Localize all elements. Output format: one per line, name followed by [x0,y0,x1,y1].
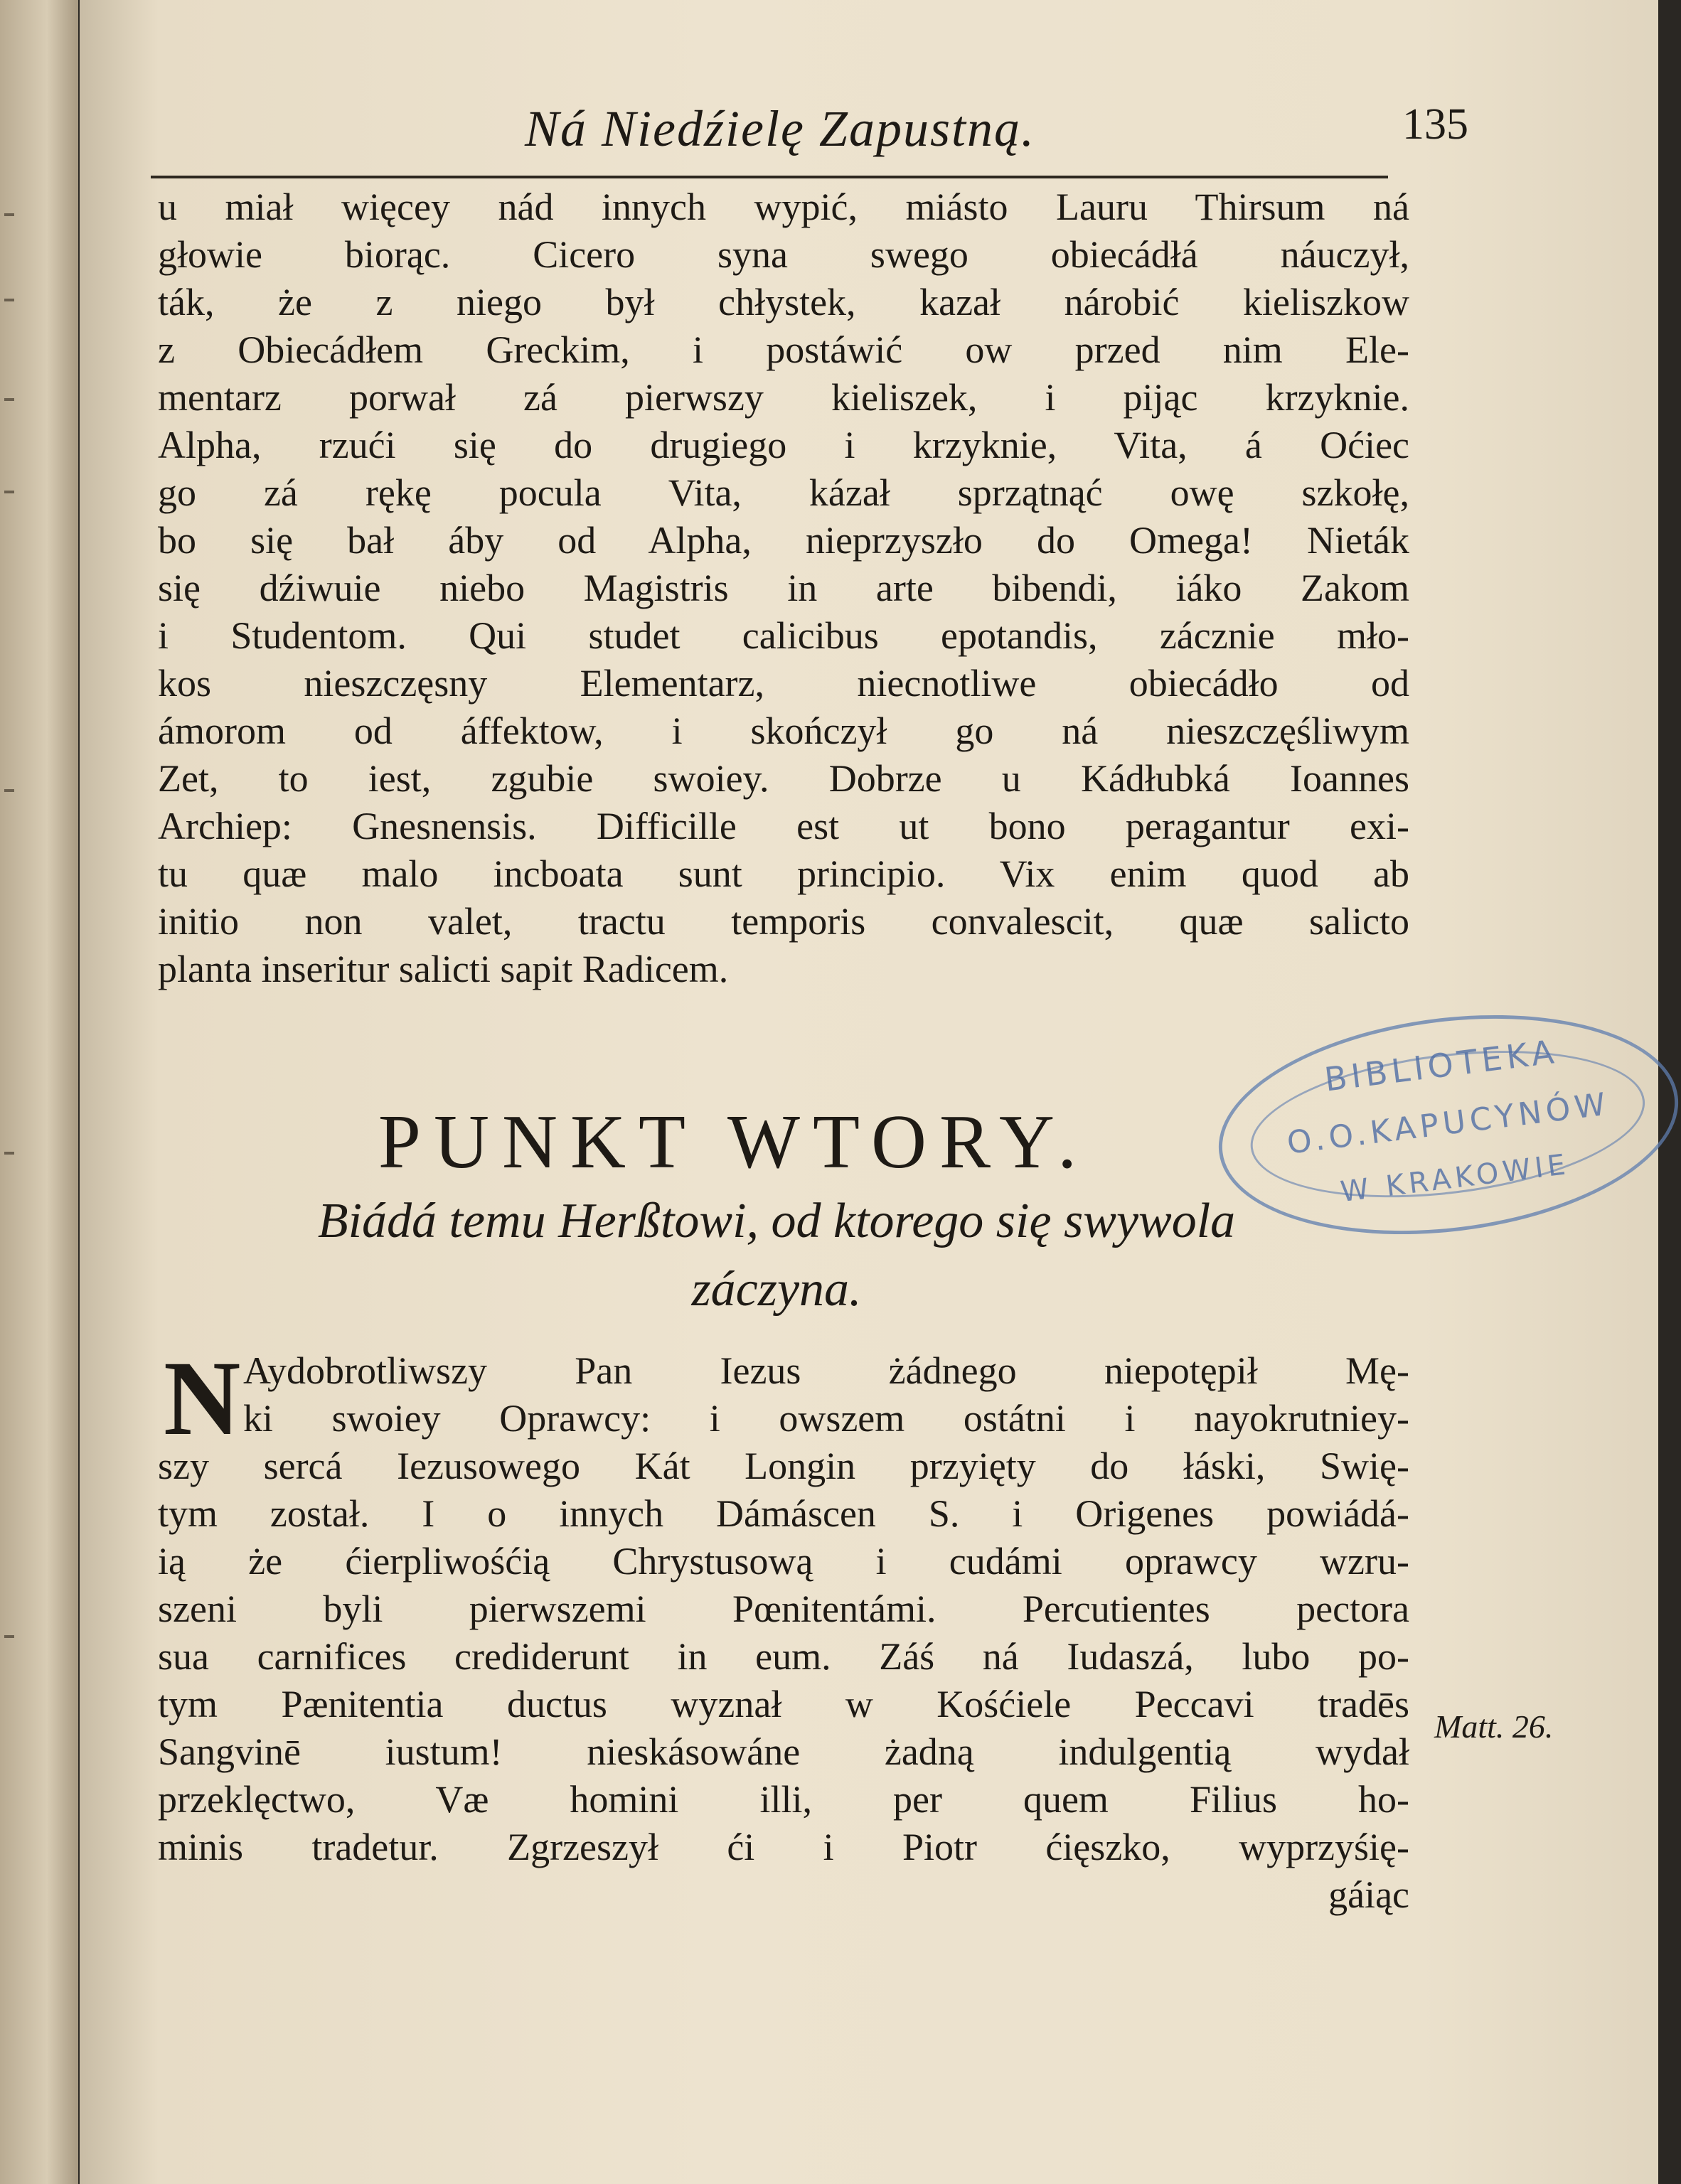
text-line: głowie biorąc. Cicero syna swego obiecádłá náuczył, [158,233,1409,276]
text-line: szeni byli pierwszemi Pœnitentámi. Percutientes pectora [158,1588,1409,1630]
margin-mark [4,789,14,792]
text-line: ámorom od áffektow, i skończył go ná nieszczęśliwym [158,710,1409,752]
text-line: tu quæ malo incboata sunt principio. Vix enim quod ab [158,852,1409,895]
text-line: ki swoiey Oprawcy: i owszem ostátni i nayokrutniey- [243,1397,1409,1440]
section-subtitle [158,1187,1395,1324]
text-line: minis tradetur. Zgrzeszył ći i Piotr ćięszko, wyprzyśię- [158,1826,1409,1868]
text-line: ią że ćierpliwośćią Chrystusową i cudámi oprawcy wzru- [158,1540,1409,1583]
page-number: 135 [1402,100,1468,149]
header-rule [151,176,1388,178]
subtitle-line: Biádá temu Herßtowi, od ktorego się swywola [317,1194,1236,1248]
stamp-text: O.O.KAPUCYNÓW [1285,1086,1612,1162]
margin-mark [4,398,14,401]
book-page [80,0,1658,2184]
paragraph-body-block [158,1442,1409,1919]
margin-mark [4,213,14,216]
text-line: Zet, to iest, zgubie swoiey. Dobrze u Kádłubká Ioannes [158,757,1409,800]
margin-mark [4,1152,14,1155]
running-title: Ná Niedźielę Zapustną. [524,100,1035,157]
stamp-text: BIBLIOTEKA [1322,1032,1560,1099]
subtitle-line: záczyna. [691,1262,862,1317]
text-line: z Obiecádłem Greckim, i postáwić ow przed nim Ele- [158,328,1409,371]
text-line: u miał więcey nád innych wypić, miásto Lauru Thirsum ná [158,186,1409,228]
text-line: tym został. I o innych Dámáscen S. i Origenes powiádá- [158,1492,1409,1535]
text-line: Archiep: Gnesnensis. Difficille est ut bono peragantur exi- [158,805,1409,847]
text-line: i Studentom. Qui studet calicibus epotandis, zácznie mło- [158,614,1409,657]
section-title: PUNKT WTORY. [378,1100,1090,1184]
text-line: Sangvinē iustum! nieskásowáne żadną indulgentią wydał [158,1730,1409,1773]
text-line: ták, że z niego był chłystek, kazał nárobić kieliszkow [158,281,1409,323]
text-line: initio non valet, tractu temporis convalescit, quæ salicto [158,900,1409,943]
text-line: Alpha, rzući się do drugiego i krzyknie, Vita, á Oćiec [158,424,1409,466]
margin-note: Matt. 26. [1434,1708,1554,1745]
text-line: kos nieszczęsny Elementarz, niecnotliwe obiecádło od [158,662,1409,705]
text-line: mentarz porwał zá pierwszy kieliszek, i pijąc krzyknie. [158,376,1409,419]
catchword: gáiąc [1328,1873,1409,1916]
text-line: planta inseritur salicti sapit Radicem. [158,948,729,990]
drop-cap: N [164,1339,241,1457]
text-line: się dźiwuie niebo Magistris in arte bibendi, iáko Zakom [158,567,1409,609]
text-line: sua carnifices crediderunt in eum. Záś ná Iudaszá, lubo po- [158,1635,1409,1678]
previous-page-edge [0,0,78,2184]
margin-mark [4,491,14,493]
text-line: szy sercá Iezusowego Kát Longin przyięty do łáski, Swię- [158,1445,1409,1487]
text-line: Aydobrotliwszy Pan Iezus żádnego niepotępił Mę- [243,1349,1409,1392]
margin-mark [4,1635,14,1638]
text-line: go zá rękę pocula Vita, kázał sprzątnąć owę szkołę, [158,471,1409,514]
text-line: tym Pænitentia ductus wyznał w Kośćiele Peccavi tradēs [158,1683,1409,1725]
margin-mark [4,299,14,301]
text-line: przeklęctwo, Væ homini illi, per quem Filius ho- [158,1778,1409,1821]
body-text-block [158,183,1409,993]
paragraph-head-block [243,1347,1409,1442]
text-line: bo się bał áby od Alpha, nieprzyszło do Omega! Nieták [158,519,1409,562]
stamp-text: W KRAKOWIE [1338,1147,1571,1209]
